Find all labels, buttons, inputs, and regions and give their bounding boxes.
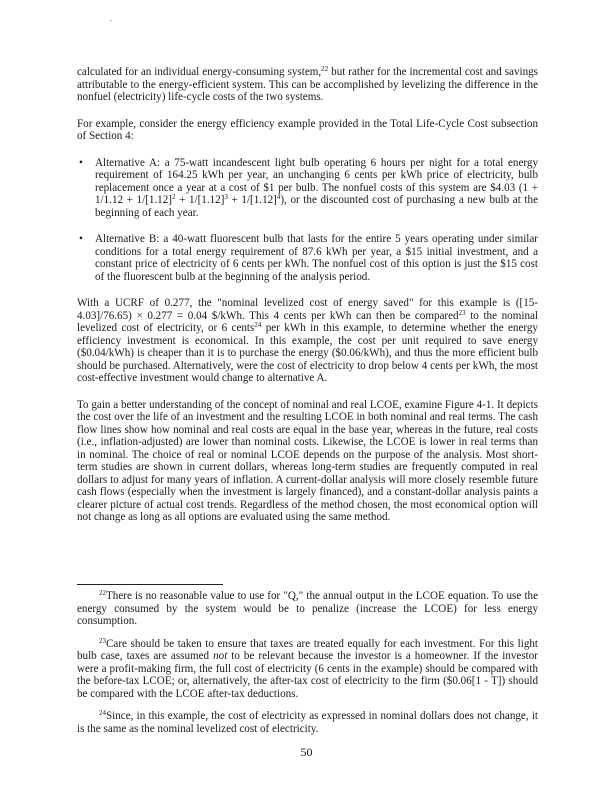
footnote-reference: 2 — [171, 193, 176, 201]
text-run: to be relevant because the investor is a homeowner. If the investor were a profit-making firm, the full cost of electricity (6 cents in the example) should be compared with the before-tax LCOE; or, alternatively, the after-tax cost of electricity to the firm ($0.06[1 - T]) should be compared with the LCOE after-tax deductions. — [77, 650, 538, 700]
text-run: Since, in this example, the cost of electricity as expressed in nominal dollars does not change, it is the same as the nominal levelized cost of electricity. — [77, 710, 538, 735]
page-body — [77, 66, 538, 538]
text-run: Alternative A: a 75-watt incandescent light bulb operating 6 hours per night for a total energy requirement of 164.25 kWh per year, an unchanging 6 cents per kWh price of electricity, bulb replacement once a year at a cost of $1 per bulb. The nonfuel costs of this system are $4.03 (1 + 1/1.12 + 1/[1.12] — [95, 156, 538, 206]
footnote-22 — [77, 590, 538, 628]
p-example — [77, 118, 538, 143]
p-lcoe — [77, 399, 538, 524]
bullet-alternative-a — [79, 156, 538, 220]
bullet-marker: • — [79, 233, 83, 245]
footnote-reference: 4 — [276, 193, 281, 201]
footnote-reference: 23 — [99, 636, 106, 645]
text-run: With a UCRF of 0.277, the "nominal levelized cost of energy saved" for this example is ([15-4.03]/76.65) × 0.277 = 0.04 $/kWh. This 4 cents per kWh can then be compared — [77, 297, 538, 322]
footnote-23 — [77, 638, 538, 701]
emphasis-text: not — [213, 650, 228, 662]
text-run: There is no reasonable value to use for "Q," the annual output in the LCOE equation. To use the energy consumed by the system would be to penalize (increase the LCOE) for less energy consumption. — [77, 590, 538, 627]
footnote-reference: 22 — [321, 65, 329, 73]
text-run: For example, consider the energy efficiency example provided in the Total Life-Cycle Cost subsection of Section 4: — [77, 117, 538, 142]
bullet-marker: • — [79, 156, 83, 169]
p-continued — [77, 66, 538, 104]
text-run: Alternative B: a 40-watt fluorescent bulb that lasts for the entire 5 years operating under similar conditions for a total energy requirement of 87.6 kWh per year, a $15 initial investment, and a constant price of electricity of 6 cents per kWh. The nonfuel cost of this option is just the $15 cost of the fluorescent bulb at the beginning of the analysis period. — [95, 233, 538, 283]
text-run: ), or the discounted cost of purchasing a new bulb at the beginning of each year. — [95, 194, 538, 219]
footnote-reference: 3 — [224, 193, 228, 201]
footnote-reference: 24 — [254, 321, 262, 329]
text-run: + 1/[1.12] — [227, 194, 277, 206]
page-number: 50 — [300, 745, 313, 759]
scan-speck — [110, 20, 112, 21]
text-run: Care should be taken to ensure that taxes are treated equally for each investment. For this light bulb case, taxes are assumed — [77, 637, 538, 662]
text-run: per kWh in this example, to determine whether the energy efficiency investment is economical. In this example, the cost per unit required to save energy ($0.04/kWh) is cheaper than it is to purchase the energy ($0.06/kWh), and thus the more efficient bulb should be purchased. Alternatively, were the cost of electricity to drop below 4 cents per kWh, the most cost-effective investment would change to alternative A. — [77, 322, 538, 384]
footnote-reference: 22 — [99, 589, 106, 597]
text-run: calculated for an individual energy-consuming system, — [77, 66, 322, 78]
footnote-separator — [77, 584, 223, 585]
p-ucrf — [77, 297, 538, 385]
text-run: To gain a better understanding of the concept of nominal and real LCOE, examine Figure 4-1. It depicts the cost over the life of an investment and the resulting LCOE in both nominal and real terms. The cash flow lines show how nominal and real costs are equal in the base year, whereas in the future, real costs (i.e., inflation-adjusted) are lower than nominal costs. Likewise, the LCOE is lower in real terms than in nominal. The choice of real or nominal LCOE depends on the purpose of the analysis. Most short-term studies are shown in current dollars, whereas long-term studies are frequently computed in real dollars to adjust for many years of inflation. A current-dollar analysis will more closely resemble future cash flows (especially when the investment is largely financed), and a constant-dollar analysis paints a clearer picture of actual cost trends. Regardless of the method chosen, the most economical option will not change as long as all options are evaluated using the same method. — [77, 398, 538, 523]
footnote-24 — [77, 710, 538, 735]
footnote-reference: 23 — [458, 308, 466, 317]
text-run: + 1/[1.12] — [175, 194, 225, 206]
bullet-alternative-b — [79, 233, 538, 283]
text-run: to the nominal levelized cost of electricity, or 6 cents — [77, 309, 538, 334]
footnote-reference: 24 — [99, 709, 106, 717]
text-run: but rather for the incremental cost and savings attributable to the energy-efficient system. This can be accomplished by levelizing the difference in the nonfuel (electricity) life-cycle costs of the two systems. — [77, 66, 538, 103]
footnotes — [77, 590, 538, 745]
